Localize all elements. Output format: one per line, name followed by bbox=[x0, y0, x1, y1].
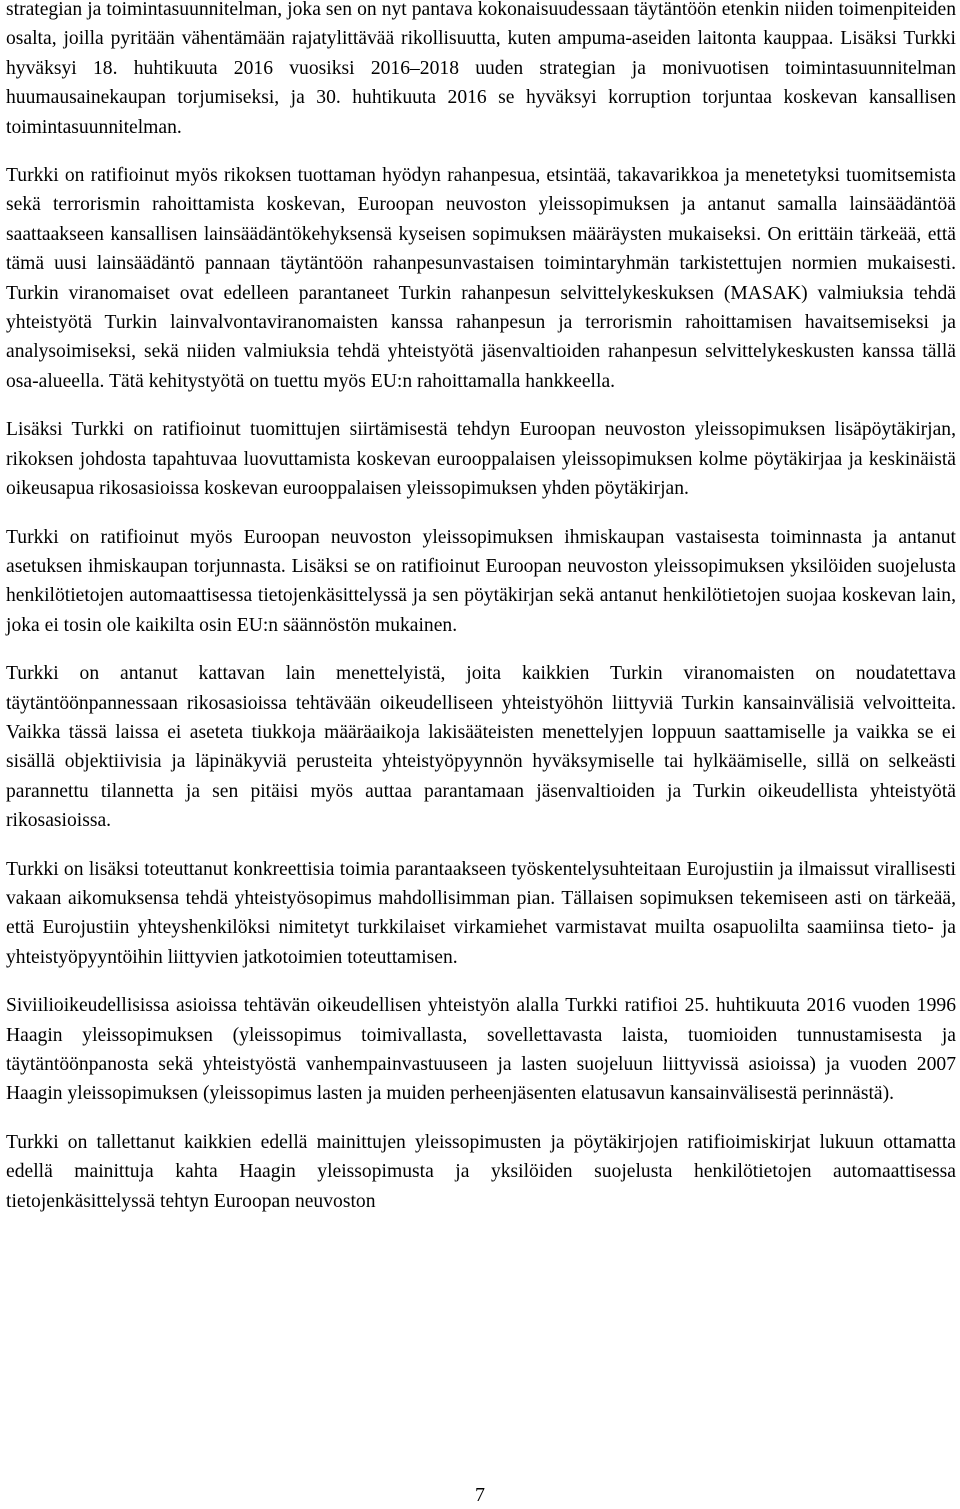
paragraph-ratification-deposit: Turkki on tallettanut kaikkien edellä mainittujen yleissopimusten ja pöytäkirjojen ratifioimiskirjat lukuun ottamatta edellä mainittuja kahta Haagin yleissopimusta ja yksilöiden suojelusta henkilötietojen automaattisessa tietojenkäsittelyssä tehtyn Euroopan neuvoston bbox=[6, 1131, 956, 1212]
paragraph-trafficking-data-protection: Turkki on ratifioinut myös Euroopan neuvoston yleissopimuksen ihmiskaupan vastaisesta toiminnasta ja antanut asetuksen ihmiskaupan torjunnasta. Lisäksi se on ratifioinut Euroopan neuvoston yleissopimuksen yksilöiden suojelusta henkilötietojen automaattisessa tietojenkäsittelyssä ja sen pöytäkirjan sekä antanut henkilötietojen suojaa koskevan lain, joka ei tosin ole kaikilta osin EU:n säännöstön mukainen. bbox=[6, 526, 956, 636]
paragraph-money-laundering-convention: Turkki on ratifioinut myös rikoksen tuottaman hyödyn rahanpesua, etsintää, takavarikkoa ja menetetyksi tuomitsemista sekä terrorismin rahoittamista koskevan, Euroopan neuvoston yleissopimuksen ja antanut samalla lainsäädäntöä saattaakseen kansallisen lainsäädäntökehyksensä kyseisen sopimuksen määräysten mukaiseksi. On erittäin tärkeää, että tämä uusi lainsäädäntö pannaan täytäntöön rahanpesunvastaisen toimintaryhmän tarkistettujen normien mukaisesti. Turkin viranomaiset ovat edelleen parantaneet Turkin rahanpesun selvittelykeskuksen (MASAK) valmiuksia tehdä yhteistyötä Turkin lainvalvontaviranomaisten kanssa rahanpesun ja terrorismin rahoittamisen havaitsemiseksi ja analysoimiseksi, sekä niiden valmiuksia tehdä yhteistyötä jäsenvaltioiden rahanpesun selvittelykeskusten kanssa tällä osa-alueella. Tätä kehitystyötä on tuettu myös EU:n rahoittamalla hankkeella. bbox=[6, 165, 956, 392]
paragraph-strategy-action-plans: strategian ja toimintasuunnitelman, joka sen on nyt pantava kokonaisuudessaan täytäntöön etenkin niiden toimenpiteiden osalta, joilla pyritään vähentämään rajatylittävää rikollisuutta, kuten ampuma-aseiden laitonta kauppaa. Lisäksi Turkki hyväksyi 18. huhtikuuta 2016 vuosiksi 2016–2018 uuden strategian ja monivuotisen toimintasuunnitelman huumausainekaupan torjumiseksi, ja 30. huhtikuuta 2016 se hyväksyi korruption torjuntaa koskevan kansallisen toimintasuunnitelman. bbox=[6, 0, 956, 138]
paragraph-hague-conventions: Siviilioikeudellisissa asioissa tehtävän oikeudellisen yhteistyön alalla Turkki ratifioi 25. huhtikuuta 2016 vuoden 1996 Haagin yleissopimuksen (yleissopimus toimivallasta, sovellettavasta laista, tuomioiden tunnustamisesta ja täytäntöönpanosta sekä yhteistyöstä vanhempainvastuuseen ja lasten suojeluun liittyvissä asioissa) ja vuoden 2007 Haagin yleissopimuksen (yleissopimus lasten ja muiden perheenjäsenten elatusavun kansainvälisestä perinnästä). bbox=[6, 995, 956, 1105]
page-number: 7 bbox=[475, 1484, 485, 1506]
paragraph-judicial-cooperation-law: Turkki on antanut kattavan lain menettelyistä, joita kaikkien Turkin viranomaisten on noudatettava täytäntöönpannessaan rikosasioissa tehtävään oikeudelliseen yhteistyöhön liittyviä Turkin kansainvälisiä velvoitteita. Vaikka tässä laissa ei aseteta tiukkoja määräaikoja lakisääteisten menettelyjen loppuun saattamiselle ja vaikka se ei sisällä objektiivisia ja läpinäkyviä perusteita yhteistyöpyynnön hyväksymiselle tai hylkäämiselle, sillä on selkeästi parannettu tilannetta ja sen pitäisi myös auttaa parantamaan jäsenvaltioiden ja Turkin oikeudellista yhteistyötä rikosasioissa. bbox=[6, 663, 956, 832]
paragraph-eurojust-cooperation: Turkki on lisäksi toteuttanut konkreettisia toimia parantaakseen työskentelysuhteitaan Eurojustiin ja ilmaissut virallisesti vakaan aikomuksensa tehdä yhteistyösopimus mahdollisimman pian. Tällaisen sopimuksen tekemiseen asti on tärkeää, että Eurojustiin yhteyshenkilöksi nimitetyt turkkilaiset virkamiehet varmistavat muilta osapuolilta saamiinsa tieto- ja yhteistyöpyyntöihin liittyvien jatkotoimien toteuttamisen. bbox=[6, 858, 956, 968]
document-body bbox=[6, 0, 956, 1235]
paragraph-transfer-extradition-protocols: Lisäksi Turkki on ratifioinut tuomittujen siirtämisestä tehdyn Euroopan neuvoston yleissopimuksen lisäpöytäkirjan, rikoksen johdosta tapahtuvaa luovuttamista koskevan eurooppalaisen yleissopimuksen kolme pöytäkirjaa ja keskinäistä oikeusapua rikosasioissa koskevan eurooppalaisen yleissopimuksen yhden pöytäkirjan. bbox=[6, 419, 956, 500]
